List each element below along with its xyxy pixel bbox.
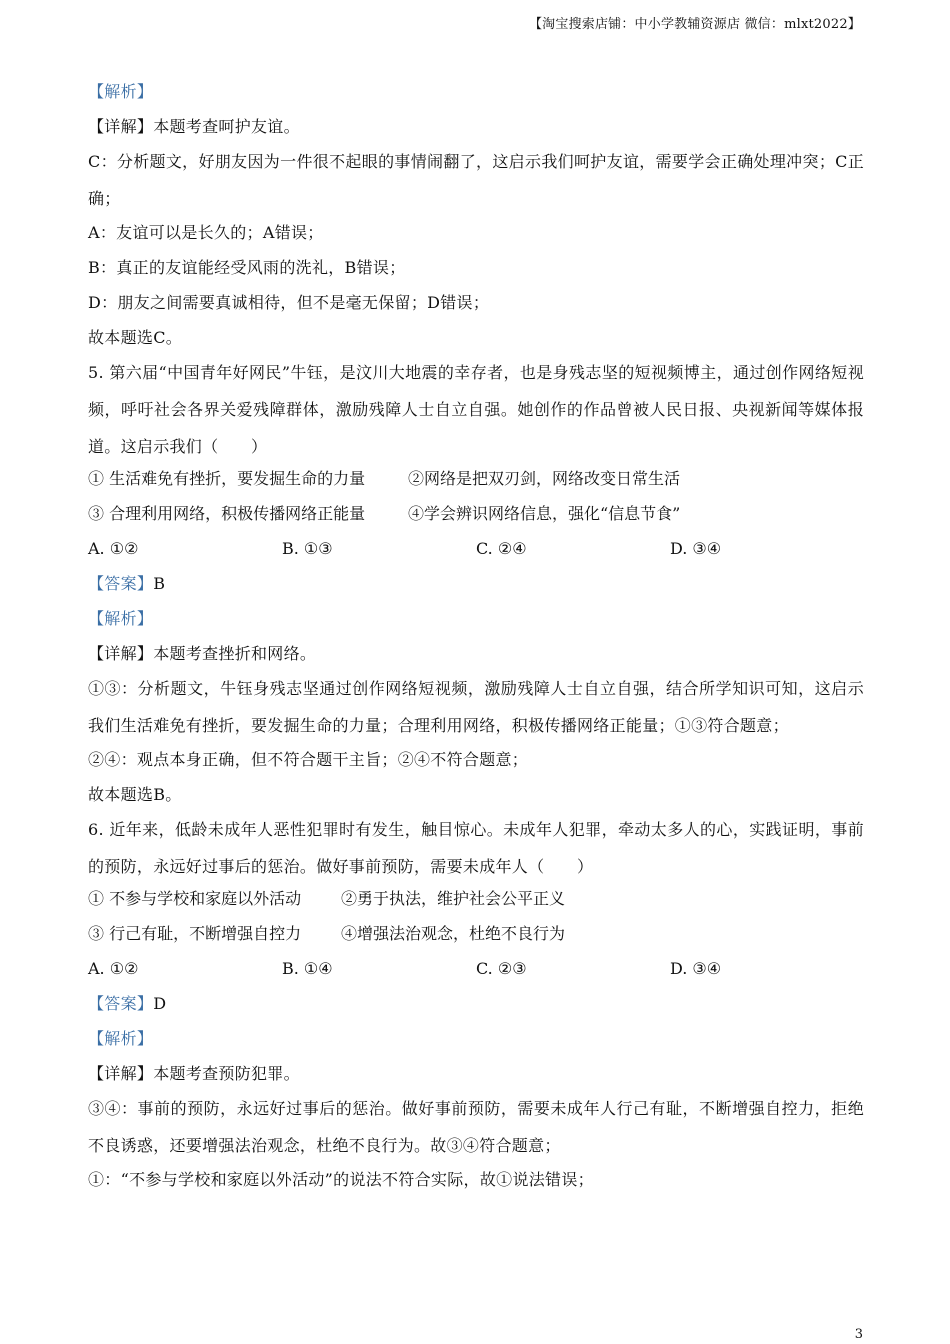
document-body: [88, 80, 864, 1203]
detail-prefix: 【详解】: [88, 117, 154, 136]
q5-analysis-tag: [88, 607, 864, 642]
q5-option-a: A. ①②: [88, 539, 139, 558]
q6-item-2: ②勇于执法，维护社会公平正义: [341, 889, 566, 908]
q5-explain-24: ②④：观点本身正确，但不符合题干主旨；②④不符合题意；: [88, 750, 529, 769]
q6-items-row-2: [88, 922, 864, 957]
q6-item-4: ④增强法治观念，杜绝不良行为: [341, 924, 566, 943]
detail-prefix: 【详解】: [88, 644, 154, 663]
q6-options: [88, 957, 864, 992]
q5-option-b: B. ①③: [282, 539, 333, 558]
answer-tag: 【答案】: [88, 574, 154, 593]
q6-answer: [88, 992, 864, 1027]
q6-option-b: B. ①④: [282, 959, 333, 978]
q4-explain-c: C：分析题文，好朋友因为一件很不起眼的事情闹翻了，这启示我们呵护友谊，需要学会正确处理冲突；C正确；: [88, 152, 864, 208]
q5-stem: 5. 第六届“中国青年好网民”牛钰，是汶川大地震的幸存者，也是身残志坚的短视频博主，通过创作网络短视频，呼吁社会各界关爱残障群体，激励残障人士自立自强。她创作的作品曾被人民日报、央视新闻等媒体报道。这启示我们（ ）: [88, 363, 864, 456]
q6-analysis-tag: [88, 1027, 864, 1062]
q6-items-row-1: [88, 887, 864, 922]
answer-value: D: [153, 994, 167, 1013]
analysis-tag: 【解析】: [88, 609, 154, 628]
q6-stem: 6. 近年来，低龄未成年人恶性犯罪时有发生，触目惊心。未成年人犯罪，牵动太多人的心，实践证明，事前的预防，永远好过事后的惩治。做好事前预防，需要未成年人（ ）: [88, 820, 864, 876]
q6-explain-34: ③④：事前的预防，永远好过事后的惩治。做好事前预防，需要未成年人行己有耻，不断增强自控力，拒绝不良诱惑，还要增强法治观念，杜绝不良行为。故③④符合题意；: [88, 1099, 864, 1155]
q4-explain-a: A：友谊可以是长久的；A错误；: [88, 223, 324, 242]
q6-option-c: C. ②③: [476, 959, 527, 978]
q4-conclusion: 故本题选C。: [88, 328, 183, 347]
analysis-tag: 【解析】: [88, 1029, 154, 1048]
q5-items-row-2: [88, 502, 864, 537]
q5-option-c: C. ②④: [476, 539, 527, 558]
q5-explain-13: ①③：分析题文，牛钰身残志坚通过创作网络短视频，激励残障人士自立自强，结合所学知识可知，这启示我们生活难免有挫折，要发掘生命的力量；合理利用网络，积极传播网络正能量；①③符合题意；: [88, 679, 864, 735]
answer-value: B: [153, 574, 166, 593]
analysis-tag: 【解析】: [88, 82, 154, 101]
q6-item-3: ③ 行己有耻，不断增强自控力: [88, 924, 302, 943]
q5-item-4: ④学会辨识网络信息，强化“信息节食”: [408, 504, 681, 523]
q6-item-1: ① 不参与学校和家庭以外活动: [88, 889, 302, 908]
q4-explain-d: D：朋友之间需要真诚相待，但不是毫无保留；D错误；: [88, 293, 490, 312]
q5-item-2: ②网络是把双刃剑，网络改变日常生活: [408, 469, 681, 488]
q5-options: [88, 537, 864, 572]
detail-text: 本题考查挫折和网络。: [153, 644, 317, 663]
detail-prefix: 【详解】: [88, 1064, 154, 1083]
q5-items-row-1: [88, 467, 864, 502]
q6-option-d: D. ③④: [670, 959, 722, 978]
q5-item-3: ③ 合理利用网络，积极传播网络正能量: [88, 504, 366, 523]
q6-explain-1: ①：“不参与学校和家庭以外活动”的说法不符合实际，故①说法错误；: [88, 1170, 594, 1189]
q5-conclusion: 故本题选B。: [88, 785, 182, 804]
q5-item-1: ① 生活难免有挫折，要发掘生命的力量: [88, 469, 366, 488]
detail-text: 本题考查呵护友谊。: [153, 117, 300, 136]
answer-tag: 【答案】: [88, 994, 154, 1013]
q5-answer: [88, 572, 864, 607]
q4-explain-b: B：真正的友谊能经受风雨的洗礼，B错误；: [88, 258, 406, 277]
q5-option-d: D. ③④: [670, 539, 722, 558]
page-number: 3: [854, 1327, 863, 1342]
q6-option-a: A. ①②: [88, 959, 139, 978]
detail-text: 本题考查预防犯罪。: [153, 1064, 300, 1083]
q4-analysis-tag: [88, 80, 864, 115]
page-header: 【淘宝搜索店铺：中小学教辅资源店 微信：mlxt2022】: [528, 17, 861, 32]
